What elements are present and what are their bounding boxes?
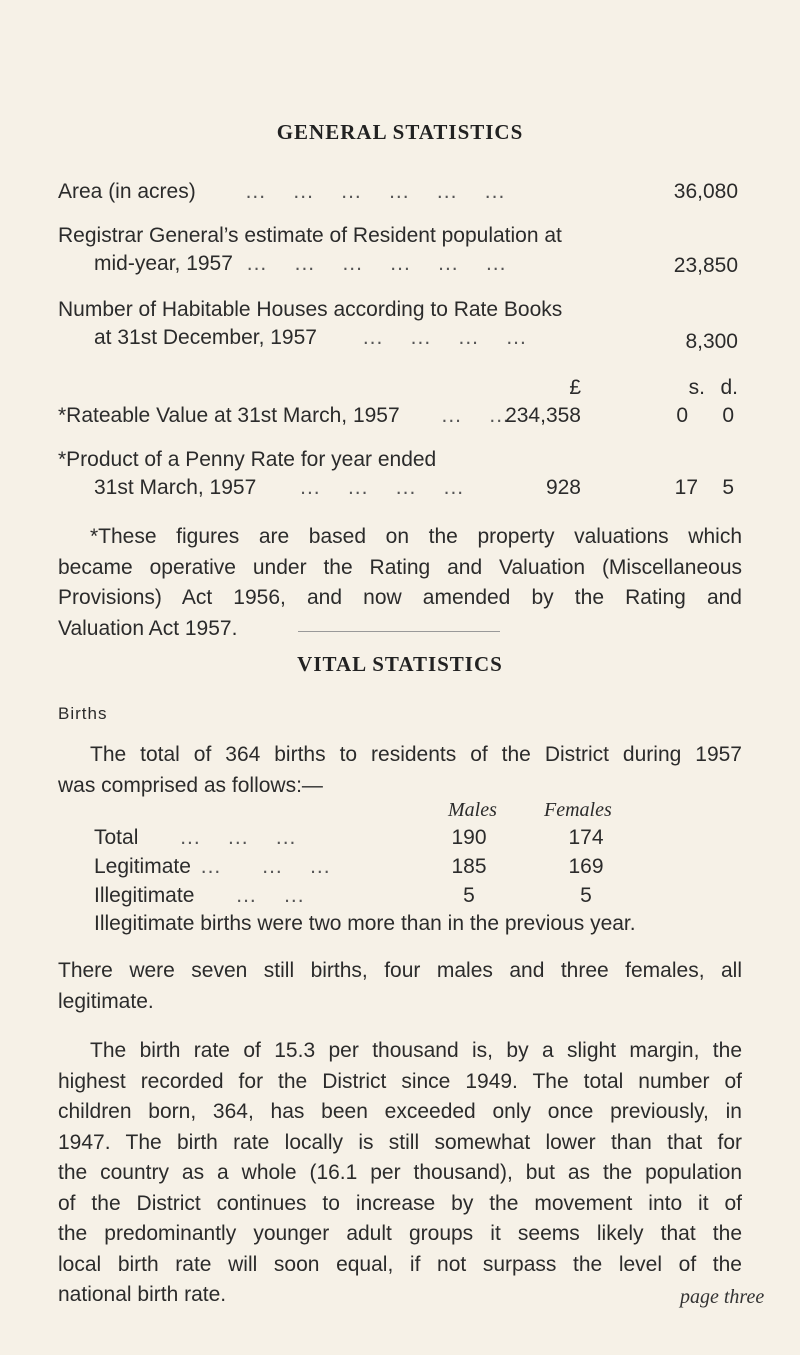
intro-line: was comprised as follows:— <box>58 773 323 797</box>
rateable-pounds: 234,358 <box>505 404 581 427</box>
leader-dots: ... ... ... <box>200 855 331 878</box>
vital-statistics-heading: VITAL STATISTICS <box>297 652 503 676</box>
rateable-shillings: 0 <box>676 404 688 427</box>
footnote-line: Provisions) Act 1956, and now amended by the Rating and <box>58 586 742 609</box>
product-line1: *Product of a Penny Rate for year ended <box>58 448 437 471</box>
rateable-row <box>58 404 510 428</box>
houses-line2: at 31st December, 1957 <box>94 326 317 349</box>
houses-value: 8,300 <box>685 330 738 353</box>
product-shillings: 17 <box>674 476 698 499</box>
birth-rate-line: national birth rate. <box>58 1283 227 1306</box>
intro-line: The total of 364 births to residents of the District during 1957 <box>90 743 742 766</box>
product-pounds: 928 <box>545 476 581 499</box>
leader-dots: ... ... <box>236 884 305 907</box>
leader-dots: ... ... ... ... ... ... <box>245 180 506 203</box>
row-label: Legitimate <box>94 855 191 878</box>
footnote-line: Valuation Act 1957. <box>58 616 238 640</box>
footnote-line: *These figures are based on the property valuations which <box>90 525 742 548</box>
table-row <box>94 855 331 879</box>
males-cell: 185 <box>451 855 487 878</box>
birth-rate-line: of the District continues to increase by the movement into it of <box>58 1191 742 1215</box>
males-cell: 5 <box>463 884 475 907</box>
column-header-females: Females <box>544 799 612 821</box>
births-heading: Births <box>58 704 108 723</box>
population-line2-row <box>94 252 506 276</box>
birth-rate-line: local birth rate will soon equal, if not surpass the level of the <box>58 1252 742 1276</box>
area-label: Area (in acres) <box>58 180 196 203</box>
females-cell: 169 <box>568 855 604 878</box>
birth-rate-line: The birth rate of 15.3 per thousand is, by a slight margin, the <box>90 1039 742 1062</box>
footnote-line: became operative under the Rating and Valuation (Miscellaneous <box>58 555 742 579</box>
illegitimate-note: Illegitimate births were two more than in the previous year. <box>94 912 636 935</box>
houses-line1: Number of Habitable Houses according to Rate Books <box>58 298 563 321</box>
leader-dots: ... ... <box>441 404 510 427</box>
still-births-line: There were seven still births, four males and three females, all <box>58 959 742 982</box>
product-line2: 31st March, 1957 <box>94 476 257 499</box>
section-divider <box>298 631 500 632</box>
rateable-label: *Rateable Value at 31st March, 1957 <box>58 404 400 427</box>
row-label: Illegitimate <box>94 884 195 907</box>
females-cell: 174 <box>568 826 604 849</box>
houses-line2-row <box>94 326 527 350</box>
still-births-paragraph <box>58 956 742 1017</box>
leader-dots: ... ... ... ... ... ... <box>246 252 507 275</box>
birth-rate-paragraph <box>58 1036 742 1311</box>
page-number: page three <box>680 1286 765 1308</box>
still-births-line: legitimate. <box>58 989 154 1013</box>
pence-header: d. <box>720 376 738 399</box>
birth-rate-line: 1947. The birth rate locally is still somewhat lower than that for <box>58 1130 742 1154</box>
area-row <box>58 180 505 204</box>
population-line2: mid-year, 1957 <box>94 252 233 275</box>
birth-rate-line: children born, 364, has been exceeded only once previously, in <box>58 1100 742 1123</box>
birth-rate-line: highest recorded for the District since 1949. The total number of <box>58 1069 742 1093</box>
population-line1: Registrar General’s estimate of Resident population at <box>58 224 562 247</box>
birth-rate-line: the country as a whole (16.1 per thousand), but as the population <box>58 1161 742 1184</box>
males-cell: 190 <box>451 826 487 849</box>
population-value: 23,850 <box>673 254 738 277</box>
table-row <box>94 826 296 850</box>
area-value: 36,080 <box>673 180 738 203</box>
pounds-header: £ <box>569 376 581 399</box>
females-cell: 5 <box>580 884 592 907</box>
product-pence: 5 <box>722 476 734 499</box>
general-statistics-heading: GENERAL STATISTICS <box>276 120 524 144</box>
leader-dots: ... ... ... ... <box>300 476 465 499</box>
table-row <box>94 884 305 908</box>
shillings-header: s. <box>688 376 705 399</box>
rating-footnote <box>58 522 742 644</box>
rateable-pence: 0 <box>722 404 734 427</box>
column-header-males: Males <box>448 799 497 821</box>
leader-dots: ... ... ... ... <box>362 326 527 349</box>
births-intro <box>58 740 742 801</box>
row-label: Total <box>94 826 139 849</box>
leader-dots: ... ... ... <box>180 826 297 849</box>
product-line2-row <box>94 476 464 500</box>
birth-rate-line: the predominantly younger adult groups it seems likely that the <box>58 1222 742 1245</box>
